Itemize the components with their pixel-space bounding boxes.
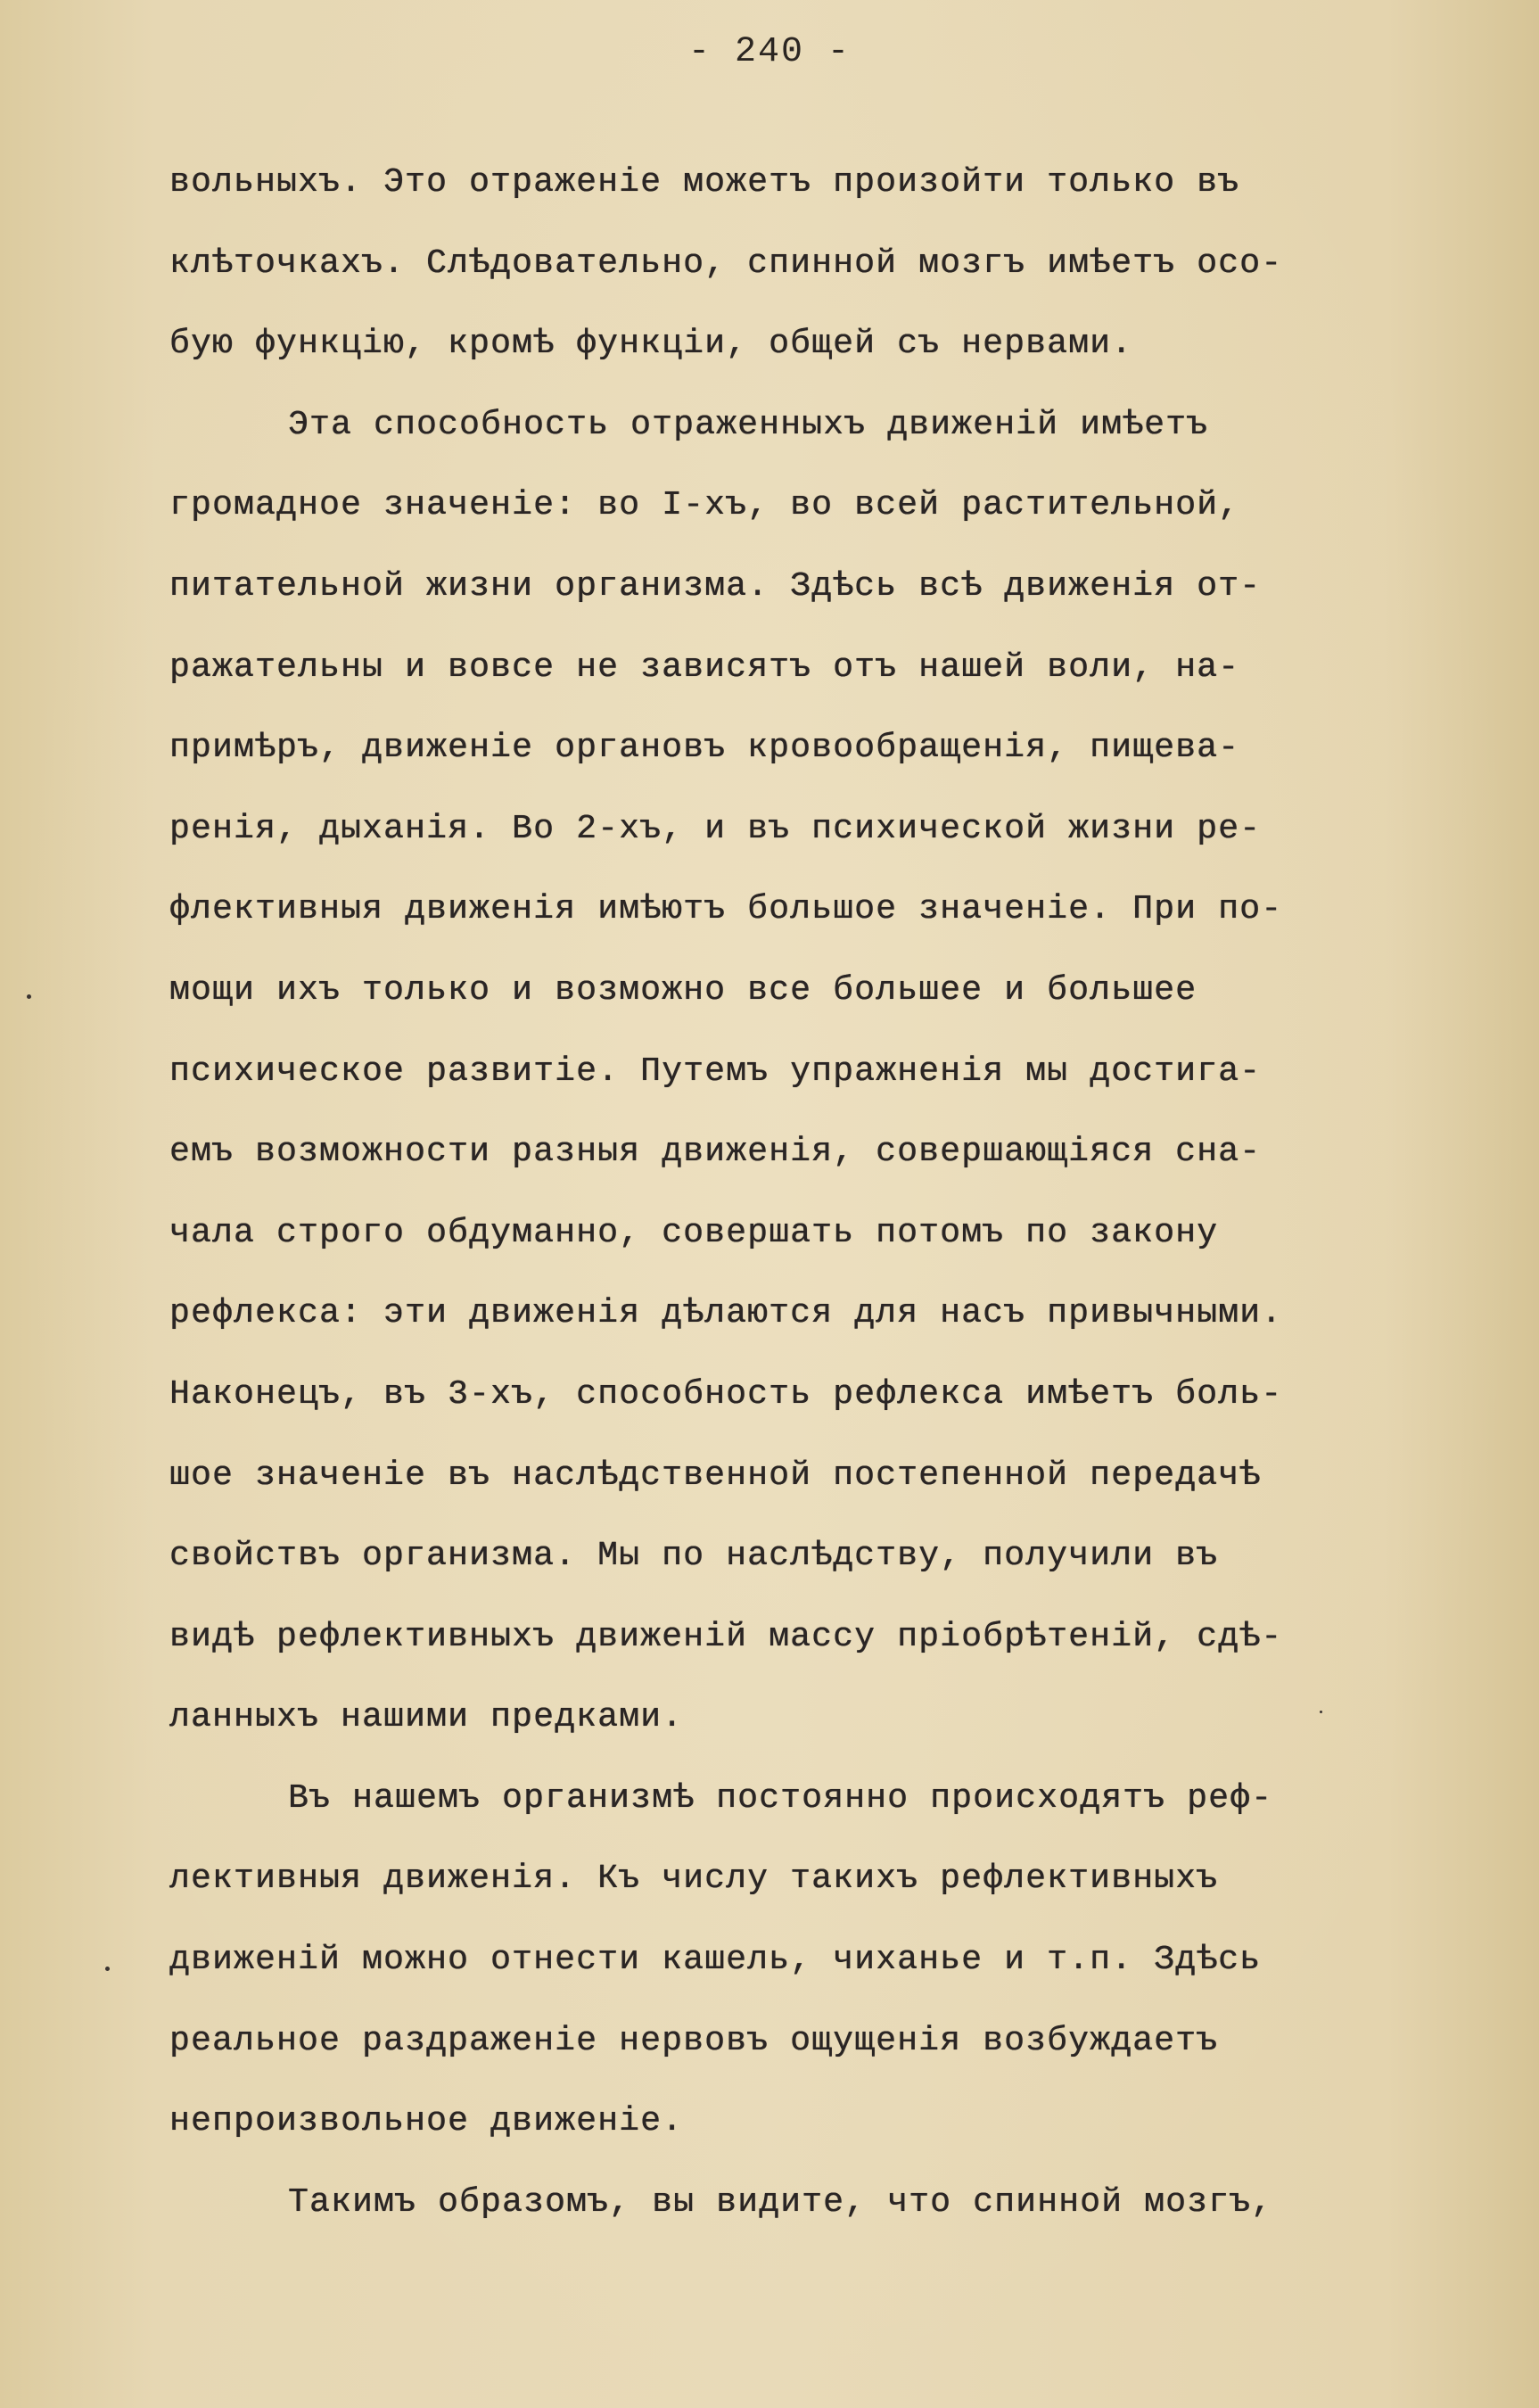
text-line: вольныхъ. Это отраженіе можетъ произойти только въ xyxy=(169,163,1240,202)
text-line: видѣ рефлективныхъ движеній массу пріобрѣтеній, сдѣ- xyxy=(169,1617,1283,1656)
text-line: питательной жизни организма. Здѣсь всѣ движенія от- xyxy=(169,566,1262,606)
body-text xyxy=(169,143,1453,2243)
text-line: емъ возможности разныя движенія, совершающіяся сна- xyxy=(169,1133,1262,1172)
page-number: - 240 - xyxy=(687,32,852,72)
ink-speck xyxy=(105,1967,110,1971)
text-line: психическое развитіе. Путемъ упражненія мы достига- xyxy=(169,1051,1262,1091)
text-line: Такимъ образомъ, вы видите, что спинной мозгъ, xyxy=(288,2182,1273,2222)
text-line: реальное раздраженіе нервовъ ощущенія возбуждаетъ xyxy=(169,2021,1219,2060)
text-line: движеній можно отнести кашель, чиханье и т.п. Здѣсь xyxy=(169,1941,1262,1980)
text-line: непроизвольное движеніе. xyxy=(169,2102,684,2141)
text-line: Эта способность отраженныхъ движеній имѣетъ xyxy=(288,405,1209,444)
text-line: ражательны и вовсе не зависятъ отъ нашей воли, на- xyxy=(169,647,1240,687)
text-line: рефлекса: эти движенія дѣлаются для насъ привычными. xyxy=(169,1294,1283,1333)
text-line: ланныхъ нашими предками. xyxy=(169,1698,684,1737)
text-line: ренія, дыханія. Во 2-хъ, и въ психической жизни ре- xyxy=(169,809,1262,848)
text-line: громадное значеніе: во І-хъ, во всей растительной, xyxy=(169,486,1240,525)
text-line: мощи ихъ только и возможно все большее и большее xyxy=(169,970,1197,1010)
text-line: примѣръ, движеніе органовъ кровообращенія, пищева- xyxy=(169,729,1240,768)
ink-speck xyxy=(1320,1711,1322,1713)
text-line: свойствъ организма. Мы по наслѣдству, получили въ xyxy=(169,1537,1219,1576)
text-line: шое значеніе въ наслѣдственной постепенной передачѣ xyxy=(169,1456,1262,1495)
text-line: лективныя движенія. Къ числу такихъ рефлективныхъ xyxy=(169,1860,1219,1899)
text-line: Въ нашемъ организмѣ постоянно происходятъ реф- xyxy=(288,1778,1273,1818)
text-line: бую функцію, кромѣ функціи, общей съ нервами. xyxy=(169,325,1133,364)
text-line: чала строго обдуманно, совершать потомъ по закону xyxy=(169,1213,1219,1252)
text-line: клѣточкахъ. Слѣдовательно, спинной мозгъ имѣетъ осо- xyxy=(169,243,1283,283)
text-line: флективныя движенія имѣютъ большое значеніе. При по- xyxy=(169,890,1283,929)
text-line: Наконецъ, въ 3-хъ, способность рефлекса имѣетъ боль- xyxy=(169,1374,1283,1414)
ink-speck xyxy=(27,994,31,999)
